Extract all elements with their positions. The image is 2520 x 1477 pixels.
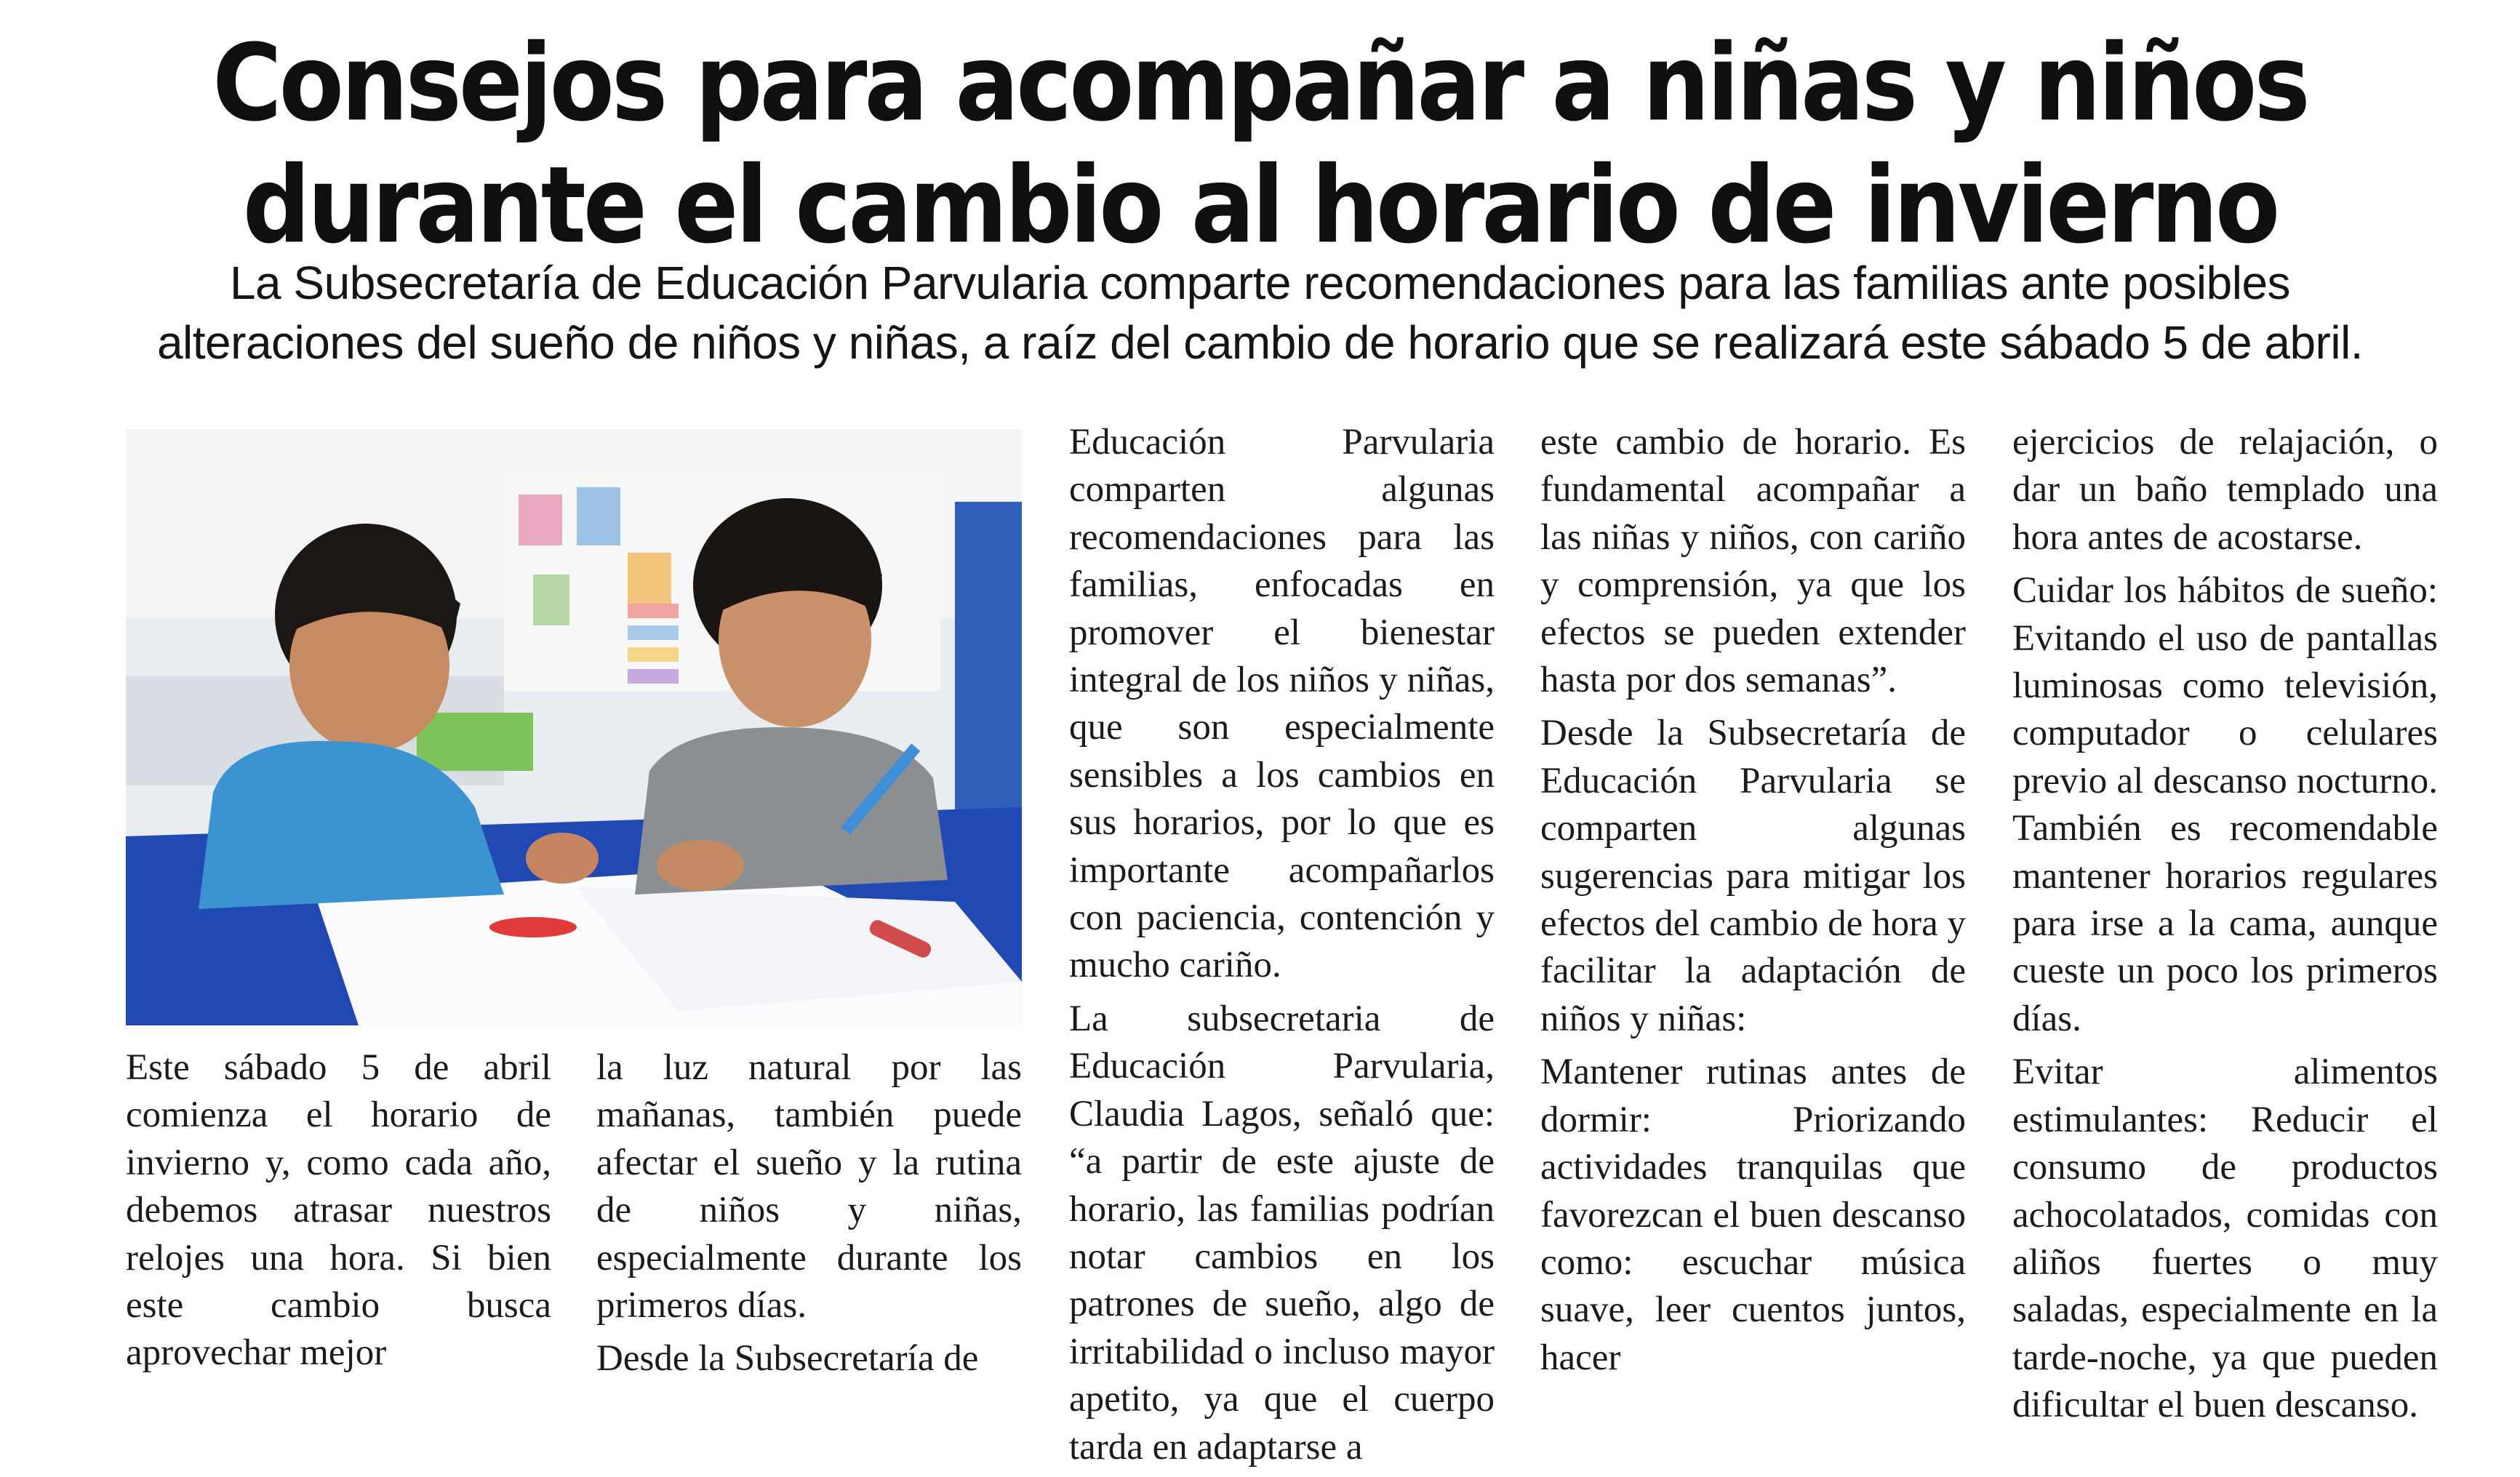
paragraph: Evitar alimentos estimulantes: Reducir el consumo de productos achocolatados, comidas con aliños fuertes o muy saladas, especialmente en la tarde-noche, ya que pueden dificultar el buen descanso. [2012, 1052, 2438, 1426]
paragraph: la luz natural por las mañanas, también puede afectar el sueño y la rutina de niños y niñas, especialmente durante los primeros días. [596, 1047, 1022, 1326]
article-column-3 [1069, 419, 1495, 1477]
article-deck: La Subsecretaría de Educación Parvularia comparte recomendaciones para las familias ante posibles alteraciones del sueño de niños y niñas, a raíz del cambio de horario que se realizará este sábado 5 de abril. [156, 257, 2364, 369]
paragraph: Cuidar los hábitos de sueño: Evitando el uso de pantallas luminosas como televisión, computador o celulares previo al descanso nocturno. También es recomendable mantener horarios regulares para irse a la cama, aunque cueste un poco los primeros días. [2012, 570, 2438, 1039]
article-column-5 [2012, 419, 2438, 1436]
paragraph: este cambio de horario. Es fundamental acompañar a las niñas y niños, con cariño y comprensión, ya que los efectos se pueden extender hasta por dos semanas”. [1540, 422, 1966, 701]
article-headline: Consejos para acompañar a niñas y niños durante el cambio al horario de invierno [212, 20, 2308, 268]
article-photo [126, 429, 1022, 1025]
paragraph: Mantener rutinas antes de dormir: Priorizando actividades tranquilas que favorezcan el buen descanso como: escuchar música suave, leer cuentos juntos, hacer [1540, 1052, 1966, 1378]
paragraph: ejercicios de relajación, o dar un baño templado una hora antes de acostarse. [2012, 422, 2438, 558]
paragraph: Educación Parvularia comparten algunas recomendaciones para las familias, enfocadas en promover el bienestar integral de los niños y niñas, que son especialmente sensibles a los cambios en sus horarios, por lo que es importante acompañarlos con paciencia, contención y mucho cariño. [1069, 422, 1495, 986]
paragraph: Desde la Subsecretaría de Educación Parvularia se comparten algunas sugerencias para mitigar los efectos del cambio de hora y facilitar la adaptación de niños y niñas: [1540, 713, 1966, 1039]
paragraph: Este sábado 5 de abril comienza el horario de invierno y, como cada año, debemos atrasar nuestros relojes una hora. Si bien este cambio busca aprovechar mejor [126, 1047, 551, 1374]
paragraph: La subsecretaria de Educación Parvularia, Claudia Lagos, señaló que: “a partir de este ajuste de horario, las familias podrían notar cambios en los patrones de sueño, algo de irritabilidad o incluso mayor apetito, ya que el cuerpo tarda en adaptarse a [1069, 998, 1495, 1468]
children-drawing-photo [126, 429, 1022, 1025]
article-column-4 [1540, 419, 1966, 1388]
article-column-2 [596, 1044, 1022, 1389]
paragraph: Desde la Subsecretaría de [596, 1338, 979, 1380]
article-column-1 [126, 1044, 551, 1383]
